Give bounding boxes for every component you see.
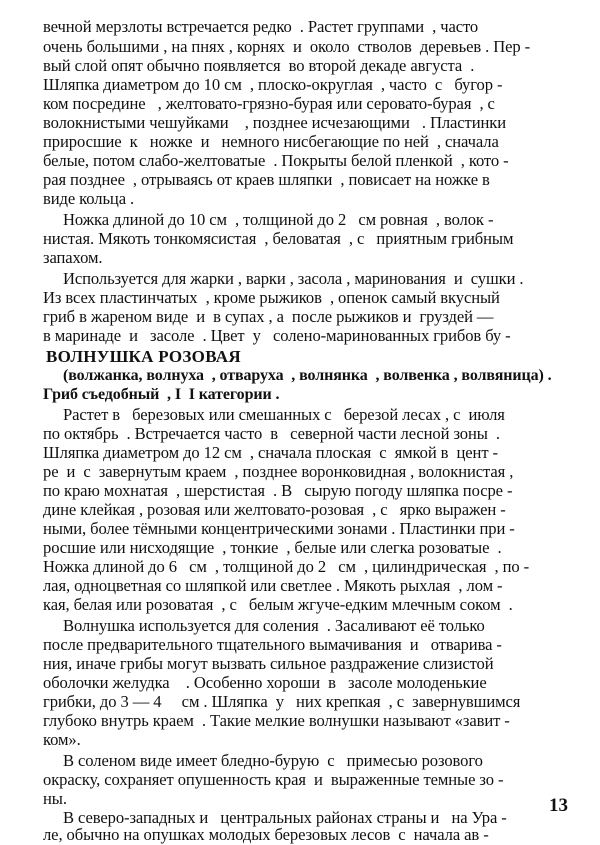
- text-line: вечной мерзлоты встречается редко . Растет группами , часто: [43, 17, 479, 36]
- text-line: Растет в березовых или смешанных с березой лесах , с июля: [63, 405, 505, 424]
- text-line: лая, одноцветная со шляпкой или светлее . Мякоть рыхлая , лом -: [43, 576, 503, 595]
- text-line: ны.: [43, 789, 67, 808]
- text-line: В северо-западных и центральных районах страны и на Ура -: [63, 808, 507, 827]
- text-line: по октябрь . Встречается часто в северной части лесной зоны .: [43, 424, 500, 443]
- text-line: грибки, до 3 — 4 см . Шляпка у них крепкая , с завернувшимся: [43, 692, 521, 711]
- text-line: в маринаде и засоле . Цвет у солено-маринованных грибов бу -: [43, 326, 511, 345]
- text-line: волокнистыми чешуйками , позднее исчезающими . Пластинки: [43, 113, 507, 132]
- text-line: ными, более тёмными концентрическими зонами . Пластинки при -: [43, 519, 515, 538]
- text-line: Из всех пластинчатых , кроме рыжиков , опенок самый вкусный: [43, 288, 500, 307]
- text-line: Ножка длиной до 10 см , толщиной до 2 см ровная , волок -: [63, 210, 494, 229]
- synonyms-line: (волжанка, волнуха , отваруха , волнянка , волвенка , волвяница) .: [63, 367, 552, 384]
- text-line: ком».: [43, 730, 81, 749]
- text-line: Используется для жарки , варки , засола , маринования и сушки .: [63, 269, 524, 288]
- text-line: окраску, сохраняет опушенность края и выраженные темные зо -: [43, 770, 504, 789]
- text-line: гриб в жареном виде и в супах , а после рыжиков и груздей —: [43, 307, 494, 326]
- text-line: ре и с завернутым краем , позднее воронковидная , волокнистая ,: [43, 462, 514, 481]
- category-line: Гриб съедобный , I I категории .: [43, 386, 280, 403]
- text-line: по краю мохнатая , шерстистая . В сырую погоду шляпка посре -: [43, 481, 513, 500]
- text-line: ле, обычно на опушках молодых березовых лесов с начала ав -: [43, 825, 489, 844]
- text-line: нистая. Мякоть тонкомясистая , беловатая , с приятным грибным: [43, 229, 514, 248]
- text-line: дине клейкая , розовая или желтовато-розовая , с ярко выражен -: [43, 500, 506, 519]
- text-line: ком посредине , желтовато-грязно-бурая или серовато-бурая , с: [43, 94, 495, 113]
- text-line: Ножка длиной до 6 см , толщиной до 2 см , цилиндрическая , по -: [43, 557, 530, 576]
- text-line: вый слой опят обычно появляется во второй декаде августа .: [43, 56, 475, 75]
- text-line: оболочки желудка . Особенно хороши в засоле молоденькие: [43, 673, 487, 692]
- text-line: Шляпка диаметром до 12 см , сначала плоская с ямкой в цент -: [43, 443, 498, 462]
- text-line: очень большими , на пнях , корнях и около стволов деревьев . Пер -: [43, 37, 531, 56]
- text-line: после предварительного тщательного вымачивания и отварива -: [43, 635, 502, 654]
- text-line: виде кольца .: [43, 189, 135, 208]
- text-line: Волнушка используется для соления . Засаливают её только: [63, 616, 485, 635]
- text-line: ния, иначе грибы могут вызвать сильное раздражение слизистой: [43, 654, 494, 673]
- page-number: 13: [549, 795, 568, 816]
- text-line: рая позднее , отрываясь от краев шляпки , повисает на ножке в: [43, 170, 490, 189]
- text-line: глубоко внутрь краем . Такие мелкие волнушки называют «завит -: [43, 711, 510, 730]
- text-line: белые, потом слабо-желтоватые . Покрыты белой пленкой , кото -: [43, 151, 509, 170]
- text-line: приросшие к ножке и немного нисбегающие по ней , сначала: [43, 132, 499, 151]
- text-line: запахом.: [43, 248, 103, 267]
- text-line: кая, белая или розоватая , с белым жгуче-едким млечным соком .: [43, 595, 513, 614]
- section-heading: ВОЛНУШКА РОЗОВАЯ: [46, 347, 241, 366]
- text-line: В соленом виде имеет бледно-бурую с примесью розового: [63, 751, 483, 770]
- text-line: росшие или нисходящие , тонкие , белые или слегка розоватые .: [43, 538, 502, 557]
- text-line: Шляпка диаметром до 10 см , плоско-округлая , часто с бугор -: [43, 75, 503, 94]
